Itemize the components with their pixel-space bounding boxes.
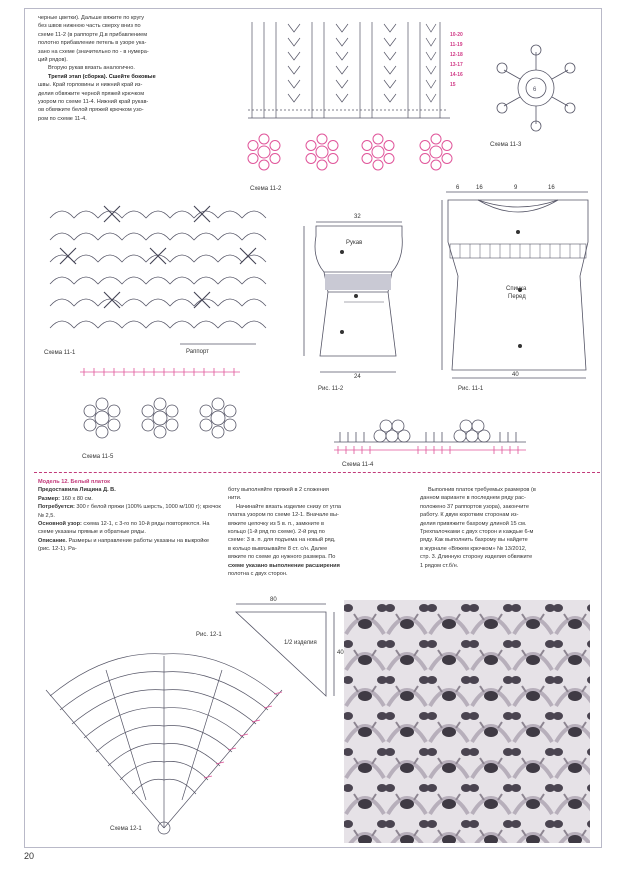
text-line: кольцо (1-й ряд по схеме). 2-й ряд по — [228, 529, 325, 536]
svg-text:6: 6 — [533, 87, 537, 93]
text-line: ром по схеме 11-4. — [38, 115, 87, 122]
dim-bottom: 24 — [354, 374, 361, 380]
text-line: черные цветки). Дальше вяжите по кругу — [38, 15, 145, 21]
text-line: швы. Край горловины и нижний край из- — [38, 82, 143, 89]
pattern-line — [38, 520, 222, 537]
label-pered: Перед — [508, 294, 526, 300]
text-line: схеме: 3 в. п. для подъема на новый ряд, — [228, 537, 336, 544]
designer-line — [38, 486, 222, 494]
row-number: 15 — [450, 82, 456, 88]
text-line: нити. — [228, 495, 242, 502]
text-line: вяжите по схеме до нужного размера. По — [228, 554, 336, 561]
desc-value: Размеры и направление работы указаны на выкройке (рис. 12-1). Ра- — [38, 537, 210, 553]
need-line — [38, 503, 222, 520]
scheme-11-1-chart — [40, 198, 280, 348]
pattern-label: Основной узор: — [38, 521, 82, 528]
text-line: полотна с двух сторон. — [228, 571, 288, 578]
row-number: 11-19 — [450, 42, 463, 48]
caption-scheme-11-3: Схема 11-3 — [490, 142, 522, 148]
pink-flower-row — [236, 128, 466, 178]
caption-scheme-11-5: Схема 11-5 — [82, 454, 114, 460]
text-line: ций рядов). — [38, 57, 68, 64]
scheme-11-5-chart — [70, 366, 250, 452]
model-title: Модель 12. Белый платок — [38, 479, 110, 485]
text-line: стр. 3. Длинную сторону изделия обвяжите — [420, 554, 533, 561]
text-line: схеме 11-2 (в раппорте Д.в прибавлением — [38, 31, 148, 38]
model-12-column-3 — [420, 486, 596, 570]
dim-top-2: 16 — [476, 185, 483, 191]
dim-top: 32 — [354, 214, 361, 220]
text-line: узором по схеме 11-4. Нижний край рукав- — [38, 99, 149, 106]
caption-figure-12-1: Рис. 12-1 — [196, 632, 222, 638]
page-number: 20 — [24, 851, 35, 861]
designer-label: Предоставила — [38, 487, 78, 494]
text-line: Вторую рукав вязать аналогично. — [48, 65, 135, 72]
row-numbers — [450, 30, 463, 90]
size-label: Размер: — [38, 495, 61, 502]
text-line: ряду. Как выполнить бахрому вы найдете — [420, 537, 528, 544]
section-divider — [34, 472, 600, 473]
text-line: полотно прибавление петель в узоре ука- — [38, 40, 147, 47]
caption-scheme-11-4: Схема 11-4 — [342, 462, 374, 468]
text-line: в журнале «Вяжем крючком» № 13/2012, — [420, 545, 527, 552]
size-value: 160 x 80 см. — [61, 495, 93, 502]
scheme-11-2-chart — [240, 14, 460, 134]
dim-bottom-1: 40 — [512, 372, 519, 378]
label-rukav: Рукав — [346, 240, 363, 246]
text-line: Начинайте вязать изделие снизу от угла — [236, 503, 341, 510]
text-line: Трехпалочками с двух сторон и каждые 6-м — [420, 529, 534, 536]
dim-80: 80 — [270, 597, 277, 603]
scheme-12-1-chart — [36, 650, 296, 840]
caption-raport: Раппорт — [186, 349, 209, 355]
row-number: 13-17 — [450, 62, 463, 68]
text-line: вяжите цепочку из 5 в. п., замкните в — [228, 520, 325, 527]
label-half: 1/2 изделия — [284, 640, 317, 646]
text-line: без швов нижнюю часть сверху вниз по — [38, 23, 141, 30]
dim-top-3: 9 — [514, 185, 518, 191]
text-line: делия привяжите бахрому длиной 15 см. — [420, 520, 527, 527]
label-spinka: Спинка — [506, 286, 527, 292]
caption-scheme-12-1: Схема 12-1 — [110, 826, 142, 832]
text-line: зано на схеме (значительно по - в нумера- — [38, 48, 149, 55]
need-value: 300 г белой пряжи (100% шерсть, 1000 м/100 г); крючок № 2,5. — [38, 504, 221, 519]
need-label: Потребуется: — [38, 504, 75, 511]
dim-top-1: 6 — [456, 185, 460, 191]
caption-figure-11-1: Рис. 11-1 — [458, 386, 484, 392]
dim-top-4: 16 — [548, 185, 555, 191]
row-number: 12-18 — [450, 52, 463, 58]
text-line: работу. К двум коротким сторонам из- — [420, 512, 519, 519]
text-line: боту выполняйте пряжей в 2 сложения — [228, 487, 329, 493]
pattern-value: схема 12-1, с 3-го по 10-й ряды повторяются. На схеме указаны прямые и обратные ряды. — [38, 521, 210, 536]
text-line: платка узором по схеме 12-1. Вначале вы- — [228, 512, 339, 519]
model-12-column-1 — [38, 478, 222, 554]
text-line: делия обвяжите черной пряжей крючком — [38, 90, 145, 97]
model-12-column-2 — [228, 486, 380, 578]
caption-scheme-11-2: Схема 11-2 — [250, 186, 282, 192]
row-number: 14-16 — [450, 72, 463, 78]
lace-fabric-photo — [344, 600, 590, 843]
scheme-11-4-chart — [330, 412, 530, 458]
text-line: Выполнив платок требуемых размеров (в — [428, 487, 536, 493]
text-line: 1 рядом ст.б/н. — [420, 562, 459, 569]
text-line: ов обвяжите белой пряжей крючком узо- — [38, 107, 144, 114]
top-text-block — [38, 14, 234, 123]
caption-scheme-11-1: Схема 11-1 — [44, 350, 76, 356]
text-line: в кольцо вывязывайте 8 ст. с/н. Далее — [228, 545, 328, 552]
caption-figure-11-2: Рис. 11-2 — [318, 386, 344, 392]
text-line: положено 37 раппортов узора), закончите — [420, 503, 529, 510]
text-line: схеме указано выполнение расширения — [228, 562, 340, 569]
scheme-11-3-motif — [486, 40, 586, 140]
text-line: Третий этап (сборка). Сшейте боковые — [48, 73, 156, 80]
size-line — [38, 495, 222, 503]
designer-name: Лищина Д. В. — [79, 487, 116, 494]
dim-40: 40 — [337, 650, 344, 656]
text-line: данном варианте в последнем ряду рас- — [420, 495, 526, 502]
desc-label: Описание. — [38, 537, 67, 544]
desc-line — [38, 537, 222, 554]
row-number: 10-20 — [450, 32, 463, 38]
